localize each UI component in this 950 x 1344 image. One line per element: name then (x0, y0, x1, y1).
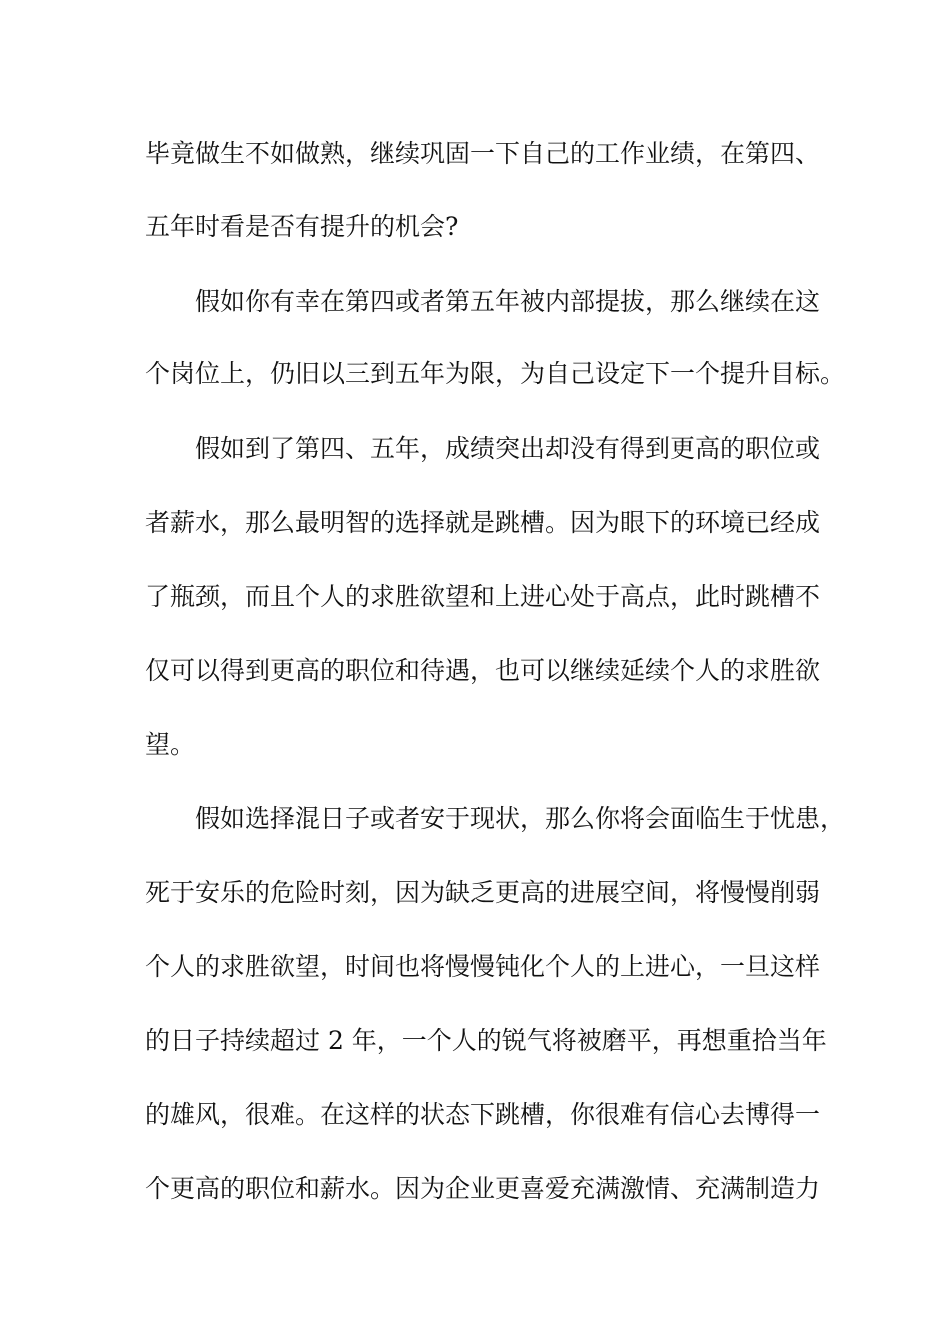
paragraph-start-line: 假如选择混日子或者安于现状，那么你将会面临生于忧患， (195, 804, 846, 833)
text-line: 者薪水，那么最明智的选择就是跳槽。因为眼下的环境已经成 (145, 508, 821, 537)
text-line: 仅可以得到更高的职位和待遇，也可以继续延续个人的求胜欲 (145, 656, 821, 685)
paragraph-start-line: 假如到了第四、五年，成绩突出却没有得到更高的职位或 (195, 434, 821, 463)
text-line: 个人的求胜欲望，时间也将慢慢钝化个人的上进心，一旦这样 (145, 952, 821, 981)
paragraph-start-line: 假如你有幸在第四或者第五年被内部提拔，那么继续在这 (195, 287, 821, 316)
text-line: 了瓶颈，而且个人的求胜欲望和上进心处于高点，此时跳槽不 (145, 582, 821, 611)
text-line: 毕竟做生不如做熟，继续巩固一下自己的工作业绩，在第四、 (145, 139, 821, 168)
text-line: 个岗位上，仍旧以三到五年为限，为自己设定下一个提升目标。 (145, 359, 846, 388)
text-line: 的日子持续超过 2 年，一个人的锐气将被磨平，再想重拾当年 (145, 1026, 827, 1055)
text-line: 的雄风，很难。在这样的状态下跳槽，你很难有信心去博得一 (145, 1100, 821, 1129)
text-line: 死于安乐的危险时刻，因为缺乏更高的进展空间，将慢慢削弱 (145, 878, 821, 907)
text-line: 个更高的职位和薪水。因为企业更喜爱充满激情、充满制造力 (145, 1174, 821, 1203)
text-line: 五年时看是否有提升的机会? (145, 212, 459, 241)
text-line: 望。 (145, 730, 196, 759)
